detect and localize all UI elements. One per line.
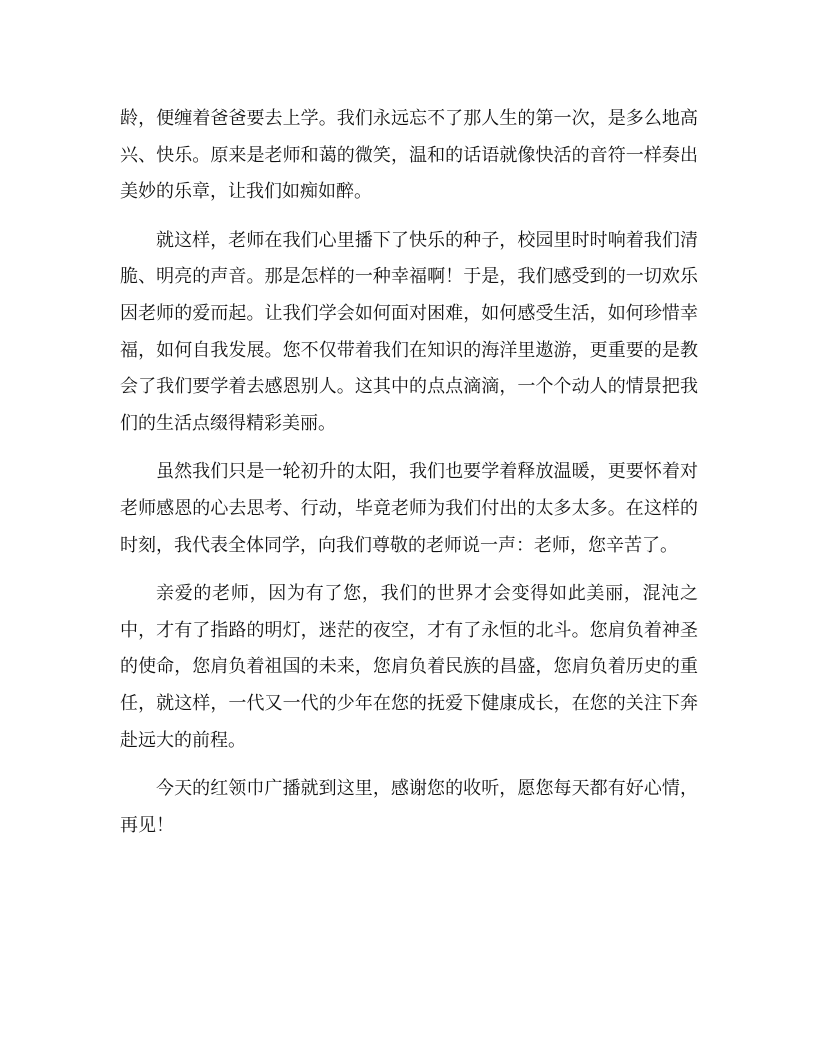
paragraph-gratitude: 虽然我们只是一轮初升的太阳，我们也要学着释放温暖，更要怀着对老师感恩的心去思考、行动，毕竟老师为我们付出的太多太多。在这样的时刻，我代表全体同学，向我们尊敬的老师说一声：老师，您辛苦了。 — [120, 461, 698, 556]
paragraph-joy-seed: 就这样，老师在我们心里播下了快乐的种子，校园里时时响着我们清脆、明亮的声音。那是怎样的一种幸福啊！于是，我们感受到的一切欢乐因老师的爱而起。让我们学会如何面对困难，如何感受生活，如何珍惜幸福，如何自我发展。您不仅带着我们在知识的海洋里遨游，更重要的是教会了我们要学着去感恩别人。这其中的点点滴滴，一个个动人的情景把我们的生活点缀得精彩美丽。 — [120, 229, 698, 435]
paragraph-closing: 今天的红领巾广播就到这里，感谢您的收听，愿您每天都有好心情，再见！ — [120, 777, 698, 836]
document-body — [120, 101, 698, 844]
paragraph-dear-teacher: 亲爱的老师，因为有了您，我们的世界才会变得如此美丽，混沌之中，才有了指路的明灯，迷茫的夜空，才有了永恒的北斗。您肩负着神圣的使命，您肩负着祖国的未来，您肩负着民族的昌盛，您肩负着历史的重任，就这样，一代又一代的少年在您的抚爱下健康成长，在您的关注下奔赴远大的前程。 — [120, 582, 698, 751]
paragraph-continuation: 龄，便缠着爸爸要去上学。我们永远忘不了那人生的第一次，是多么地高兴、快乐。原来是老师和蔼的微笑，温和的话语就像快活的音符一样奏出美妙的乐章，让我们如痴如醉。 — [120, 108, 698, 203]
